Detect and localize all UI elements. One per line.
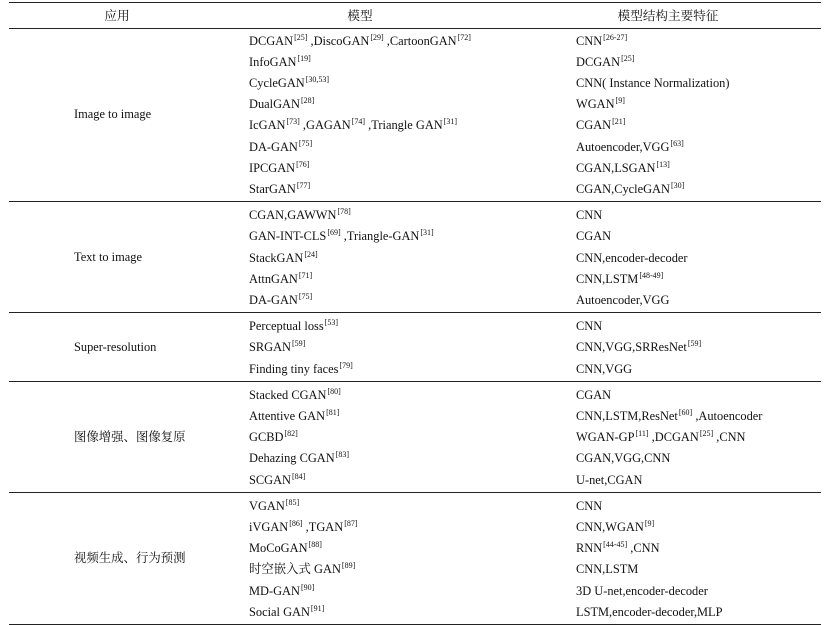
feature-cell: CGAN[21]	[576, 117, 626, 133]
model-cell: DA-GAN[75]	[249, 138, 313, 154]
citation-ref: [85]	[285, 498, 300, 508]
citation-ref: [82]	[284, 429, 298, 439]
model-cell: 时空嵌入式 GAN[89]	[249, 561, 356, 577]
model-cell: IPCGAN[76]	[249, 159, 310, 175]
citation-ref: [53]	[324, 318, 338, 328]
citation-ref: [30,53]	[305, 75, 330, 85]
model-cell: StarGAN[77]	[249, 180, 311, 196]
model-cell: MD-GAN[90]	[249, 582, 315, 598]
citation-ref: [25]	[294, 33, 308, 42]
citation-ref: [89]	[341, 561, 356, 571]
citation-ref: [30]	[670, 180, 685, 190]
citation-ref: [21]	[612, 117, 626, 127]
feature-cell: Autoencoder,VGG	[576, 292, 670, 307]
citation-ref: [88]	[308, 540, 322, 550]
feature-cell: CGAN,LSGAN[13]	[576, 159, 670, 175]
citation-ref: [60]	[678, 408, 693, 418]
citation-ref: [9]	[644, 519, 655, 529]
citation-ref: [73]	[286, 117, 300, 127]
group-separator	[9, 201, 821, 202]
group-separator	[9, 381, 821, 382]
feature-cell: CNN[26-27]	[576, 33, 628, 48]
feature-cell: Autoencoder,VGG[63]	[576, 138, 684, 154]
feature-cell: CGAN	[576, 229, 612, 244]
citation-ref: [69]	[327, 228, 341, 238]
feature-cell: RNN[44-45] ,CNN	[576, 540, 660, 556]
feature-cell: WGAN-GP[11] ,DCGAN[25] ,CNN	[576, 429, 746, 445]
application-cell: 图像增强、图像复原	[74, 429, 186, 444]
citation-ref: [78]	[337, 207, 351, 217]
header-application: 应用	[104, 9, 130, 23]
model-cell: Social GAN[91]	[249, 603, 325, 619]
feature-cell: CNN,LSTM	[576, 562, 639, 577]
header-features: 模型结构主要特征	[617, 9, 719, 23]
citation-ref: [59]	[687, 339, 702, 349]
citation-ref: [84]	[292, 471, 306, 481]
feature-cell: CNN	[576, 319, 603, 334]
citation-ref: [80]	[327, 387, 341, 397]
feature-cell: DCGAN[25]	[576, 54, 635, 70]
citation-ref: [29]	[370, 33, 384, 42]
feature-cell: CNN	[576, 208, 603, 223]
citation-ref: [79]	[339, 360, 353, 370]
citation-ref: [26-27]	[603, 33, 628, 42]
model-cell: Perceptual loss[53]	[249, 318, 338, 334]
feature-cell: U-net,CGAN	[576, 472, 643, 487]
model-cell: StackGAN[24]	[249, 249, 318, 265]
feature-cell: 3D U-net,encoder-decoder	[576, 583, 708, 598]
citation-ref: [75]	[298, 138, 313, 148]
model-cell: Dehazing CGAN[83]	[249, 450, 350, 466]
group-separator	[9, 492, 821, 493]
citation-ref: [83]	[335, 450, 350, 460]
citation-ref: [76]	[296, 159, 310, 169]
feature-cell: CNN,LSTM[48-49]	[576, 270, 664, 286]
model-cell: InfoGAN[19]	[249, 54, 311, 70]
citation-ref: [72]	[457, 33, 471, 42]
application-cell: 视频生成、行为预测	[74, 551, 186, 566]
model-cell: GCBD[82]	[249, 429, 298, 445]
citation-ref: [63]	[670, 138, 684, 148]
model-cell: DCGAN[25] ,DiscoGAN[29] ,CartoonGAN[72]	[249, 33, 471, 48]
model-cell: CycleGAN[30,53]	[249, 75, 330, 91]
citation-ref: [28]	[300, 96, 315, 106]
citation-ref: [74]	[351, 117, 366, 127]
application-cell: Image to image	[74, 107, 152, 122]
citation-ref: [25]	[621, 54, 635, 64]
model-cell: DualGAN[28]	[249, 96, 315, 112]
citation-ref: [25]	[699, 429, 714, 439]
model-cell: Stacked CGAN[80]	[249, 387, 341, 403]
citation-ref: [19]	[297, 54, 311, 64]
citation-ref: [9]	[615, 96, 625, 106]
feature-cell: CGAN	[576, 388, 612, 403]
citation-ref: [77]	[296, 180, 311, 190]
feature-cell: CNN,encoder-decoder	[576, 250, 688, 265]
model-cell: MoCoGAN[88]	[249, 540, 322, 556]
citation-ref: [11]	[635, 429, 649, 439]
model-cell: DA-GAN[75]	[249, 291, 313, 307]
citation-ref: [75]	[298, 291, 313, 301]
application-cell: Super-resolution	[74, 339, 157, 354]
group-separator	[9, 312, 821, 313]
citation-ref: [31]	[443, 117, 458, 127]
citation-ref: [44-45]	[603, 540, 628, 550]
citation-ref: [86]	[289, 519, 303, 529]
feature-cell: CGAN,CycleGAN[30]	[576, 180, 685, 196]
model-cell: Attentive GAN[81]	[249, 408, 340, 424]
citation-ref: [71]	[298, 270, 313, 280]
feature-cell: WGAN[9]	[576, 96, 625, 112]
header-rule	[9, 28, 821, 29]
citation-ref: [81]	[326, 408, 340, 418]
model-cell: VGAN[85]	[249, 498, 300, 514]
model-cell: SRGAN[59]	[249, 339, 306, 355]
model-cell: Finding tiny faces[79]	[249, 360, 353, 376]
model-cell: SCGAN[84]	[249, 471, 306, 487]
citation-ref: [13]	[656, 159, 670, 169]
citation-ref: [91]	[310, 603, 325, 613]
table-top-rule	[9, 2, 821, 3]
citation-ref: [90]	[300, 582, 315, 592]
feature-cell: CNN( Instance Normalization)	[576, 76, 730, 91]
model-cell: GAN-INT-CLS[69] ,Triangle-GAN[31]	[249, 228, 434, 244]
model-cell: IcGAN[73] ,GAGAN[74] ,Triangle GAN[31]	[249, 117, 458, 133]
header-model: 模型	[347, 9, 373, 23]
feature-cell: CNN,VGG	[576, 361, 633, 376]
model-cell: CGAN,GAWWN[78]	[249, 207, 351, 223]
model-cell: AttnGAN[71]	[249, 270, 313, 286]
feature-cell: LSTM,encoder-decoder,MLP	[576, 604, 723, 619]
citation-ref: [24]	[304, 249, 318, 259]
citation-ref: [48-49]	[639, 270, 664, 280]
citation-ref: [59]	[292, 339, 306, 349]
citation-ref: [87]	[344, 519, 358, 529]
feature-cell: CNN,VGG,SRResNet[59]	[576, 339, 702, 355]
feature-cell: CNN	[576, 499, 603, 514]
feature-cell: CNN,LSTM,ResNet[60] ,Autoencoder	[576, 408, 763, 424]
application-cell: Text to image	[74, 250, 142, 265]
citation-ref: [31]	[420, 228, 434, 238]
model-cell: iVGAN[86] ,TGAN[87]	[249, 519, 358, 535]
feature-cell: CNN,WGAN[9]	[576, 519, 655, 535]
feature-cell: CGAN,VGG,CNN	[576, 451, 671, 466]
